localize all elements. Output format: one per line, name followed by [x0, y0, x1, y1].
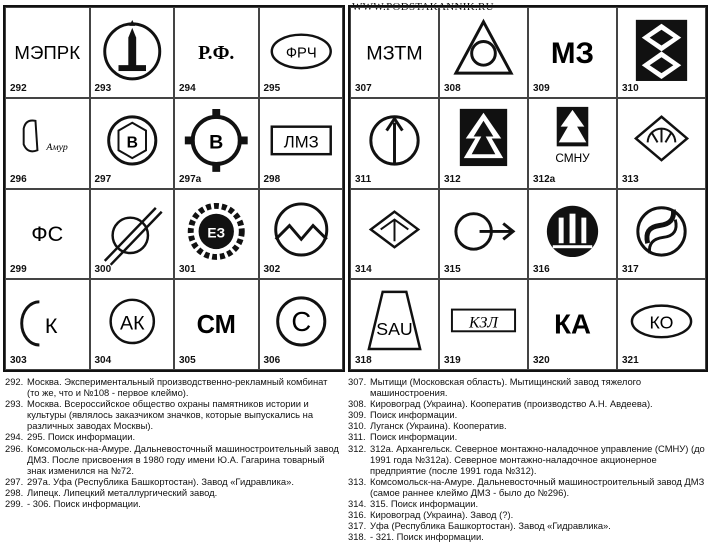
trademark-text: В: [126, 134, 138, 152]
caption-text: Поиск информации.: [370, 431, 458, 443]
left-captions: [5, 376, 341, 509]
caption-number: 316.: [348, 509, 367, 521]
caption-number: 298.: [5, 486, 24, 498]
caption-item: [348, 409, 706, 420]
caption-number: 310.: [348, 420, 367, 432]
trademark-text: SAU: [376, 319, 413, 340]
trademark-number: 312: [444, 173, 461, 185]
caption-item: [348, 498, 706, 509]
trademark-text: КЗЛ: [469, 314, 498, 332]
trademark-text: В: [209, 131, 224, 154]
caption-number: 309.: [348, 409, 367, 421]
caption-text: - 306. Поиск информации.: [27, 498, 141, 510]
trademark-number: 304: [94, 355, 112, 366]
caption-number: 294.: [5, 431, 24, 443]
trademark-cell: [617, 189, 706, 280]
caption-item: [348, 431, 706, 442]
caption-number: 318.: [348, 531, 367, 542]
trademark-number: 318: [355, 355, 372, 366]
trademark-number: 302: [263, 264, 281, 276]
trademark-number: 306: [263, 355, 281, 366]
caption-number: 308.: [348, 398, 367, 410]
trademark-cell: [617, 98, 706, 189]
caption-text: 312а. Архангельск. Северное монтажно-наладочное управление (СМНУ) (до 1991 года №312а). Северное монтажно-наладочное акционерное предприятие (после 1991 года №312).: [370, 442, 705, 476]
trademark-text: МЗ: [550, 37, 595, 71]
trademark-number: 314: [355, 264, 372, 276]
caption-item: [5, 376, 341, 398]
caption-text: Комсомольск-на-Амуре. Дальневосточный машиностроительный завод ДМЗ (самое раннее клеймо ДМЗ - было до №296).: [370, 475, 705, 498]
trademark-number: 312а: [533, 173, 556, 185]
trademark-number: 308: [444, 82, 461, 94]
caption-item: [5, 431, 341, 442]
trademark-number: 316: [533, 264, 550, 276]
trademark-cell: [528, 7, 617, 98]
trademark-text: ФРЧ: [285, 45, 317, 62]
trademark-number: 320: [533, 355, 550, 366]
trademark-text: СМ: [196, 311, 236, 340]
caption-item: [348, 531, 706, 542]
trademark-cell: [5, 98, 90, 189]
trademark-number: 310: [622, 82, 639, 94]
caption-text: Уфа (Республика Башкортостан). Завод «Гидравлика».: [370, 520, 611, 532]
trademark-number: 297: [94, 173, 112, 185]
trademark-cell: [5, 7, 90, 98]
trademark-number: 293: [94, 82, 112, 94]
trademark-text: МЭПРК: [14, 42, 81, 64]
caption-number: 311.: [348, 431, 366, 443]
trademark-cell: [5, 189, 90, 280]
caption-number: 299.: [5, 498, 24, 510]
trademark-number: 311: [355, 173, 372, 185]
trademark-text: АК: [119, 312, 145, 335]
caption-number: 297.: [5, 475, 24, 487]
caption-number: 317.: [348, 520, 367, 532]
trademark-text: Амур: [46, 142, 68, 153]
trademark-number: 317: [622, 264, 639, 276]
trademark-cell: [174, 279, 259, 370]
trademark-number: 321: [622, 355, 639, 366]
trademark-cell: [350, 189, 439, 280]
right-trademark-grid: [348, 5, 708, 372]
left-trademark-grid: [3, 5, 345, 372]
trademark-cell: [90, 189, 175, 280]
caption-text: Кировоград (Украина). Кооператив (производство А.Н. Авдеева).: [370, 398, 653, 410]
caption-item: [348, 520, 706, 531]
trademark-number: 303: [10, 355, 27, 366]
caption-number: 307.: [348, 376, 367, 387]
trademark-cell: [439, 98, 528, 189]
trademark-cell: [439, 189, 528, 280]
trademark-text: С: [290, 306, 311, 338]
trademark-number: 298: [263, 173, 281, 185]
trademark-number: 292: [10, 82, 27, 94]
site-url: WWW.PODSTAKANNIK.RU: [352, 1, 494, 13]
trademark-number: 307: [355, 82, 372, 94]
right-captions: [348, 376, 706, 542]
trademark-number: 313: [622, 173, 639, 185]
caption-text: 297а. Уфа (Республика Башкортостан). Завод «Гидравлика».: [27, 475, 294, 487]
trademark-text: ФС: [31, 220, 64, 246]
trademark-cell: [259, 98, 344, 189]
caption-text: Кировоград (Украина). Завод (?).: [370, 509, 514, 521]
caption-text: Москва. Экспериментальный производственно-рекламный комбинат (то же, что и №108 - первое клеймо).: [27, 376, 328, 399]
trademark-cell: [259, 279, 344, 370]
trademark-cell: [90, 279, 175, 370]
trademark-cell: [90, 98, 175, 189]
caption-text: Комсомольск-на-Амуре. Дальневосточный машиностроительный завод ДМЗ. После присвоения в 1980 году имени Ю.А. Гагарина товарный знак изменился на №72.: [27, 442, 339, 476]
caption-text: Москва. Всероссийское общество охраны памятников истории и культуры (являлось заказчиком значков, которые выпускались на различных заводах Москвы).: [27, 398, 314, 432]
trademark-number: 300: [94, 264, 112, 276]
caption-number: 313.: [348, 475, 367, 487]
trademark-number: 319: [444, 355, 461, 366]
trademark-cell: [528, 279, 617, 370]
caption-item: [5, 443, 341, 476]
trademark-number: 309: [533, 82, 550, 94]
trademark-number: 294: [179, 82, 196, 94]
caption-text: - 321. Поиск информации.: [370, 531, 484, 542]
caption-text: 315. Поиск информации.: [370, 498, 479, 510]
trademark-cell: [439, 7, 528, 98]
caption-item: [348, 509, 706, 520]
caption-item: [5, 487, 341, 498]
trademark-cell: [528, 98, 617, 189]
caption-number: 312.: [348, 442, 367, 454]
trademark-number: 315: [444, 264, 461, 276]
caption-number: 292.: [5, 376, 24, 387]
trademark-text: К: [44, 313, 58, 339]
caption-item: [348, 443, 706, 476]
caption-number: 293.: [5, 398, 24, 410]
trademark-text: КА: [554, 308, 591, 340]
trademark-cell: [259, 189, 344, 280]
trademark-text: ЕЗ: [207, 224, 226, 240]
trademark-cell: [528, 189, 617, 280]
trademark-cell: [5, 279, 90, 370]
trademark-cell: [90, 7, 175, 98]
caption-text: 295. Поиск информации.: [27, 431, 136, 443]
trademark-text: КО: [649, 312, 674, 333]
caption-text: Поиск информации.: [370, 409, 458, 421]
caption-text: Мытищи (Московская область). Мытищинский завод тяжелого машиностроения.: [370, 376, 642, 399]
caption-item: [348, 398, 706, 409]
trademark-number: 305: [179, 355, 196, 366]
trademark-text: СМНУ: [555, 150, 590, 165]
trademark-number: 297а: [179, 173, 202, 185]
caption-text: Липецк. Липецкий металлургический завод.: [27, 486, 218, 498]
trademark-text: Р.Ф.: [198, 42, 235, 65]
trademark-cell: [350, 279, 439, 370]
trademark-text: МЗТМ: [366, 42, 423, 65]
caption-item: [5, 476, 341, 487]
trademark-cell: [439, 279, 528, 370]
trademark-cell: [617, 279, 706, 370]
trademark-number: 296: [10, 173, 27, 185]
trademark-number: 299: [10, 264, 27, 276]
caption-number: 314.: [348, 498, 367, 510]
trademark-number: 301: [179, 264, 196, 276]
caption-number: 296.: [5, 442, 24, 454]
trademark-cell: [259, 7, 344, 98]
trademark-cell: [350, 98, 439, 189]
trademark-cell: [174, 189, 259, 280]
trademark-text: ЛМЗ: [283, 132, 319, 152]
caption-item: [5, 498, 341, 509]
trademark-cell: [617, 7, 706, 98]
caption-item: [348, 476, 706, 498]
trademark-cell: [350, 7, 439, 98]
caption-item: [348, 420, 706, 431]
caption-item: [348, 376, 706, 398]
trademark-number: 295: [263, 82, 281, 94]
caption-item: [5, 398, 341, 431]
trademark-cell: [174, 98, 259, 189]
caption-text: Луганск (Украина). Кооператив.: [370, 420, 507, 432]
trademark-cell: [174, 7, 259, 98]
